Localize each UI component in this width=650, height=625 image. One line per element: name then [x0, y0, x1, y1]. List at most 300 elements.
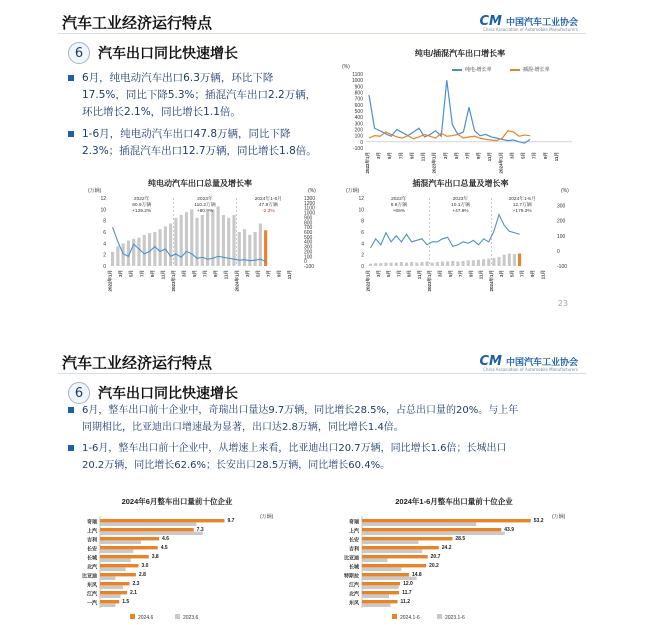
x-tick-label: 7月 [202, 270, 208, 278]
series-line-growth [371, 215, 520, 248]
bar-current [362, 600, 398, 603]
bar-current [362, 555, 428, 558]
annotation-volume: 12.7万辆 [512, 203, 532, 208]
bar-volume [248, 235, 251, 266]
bar-volume [232, 215, 235, 266]
bar-current [362, 573, 409, 576]
y-tick-label: 8 [361, 218, 364, 225]
bar-volume [492, 258, 495, 266]
data-label: 4.6 [162, 536, 169, 543]
bar-volume [148, 233, 151, 266]
chart-title: 插混汽车出口总量及增长率 [412, 179, 509, 188]
bar-volume [201, 215, 204, 266]
annotation-growth: +179.3% [512, 209, 532, 214]
bar-volume [431, 263, 434, 266]
slide-header [58, 348, 586, 374]
bullet-line: 17.5%，同比下降5.3%；插混汽车出口2.2万辆， [82, 89, 317, 101]
bar-previous [362, 523, 476, 526]
bar-previous [362, 577, 417, 580]
x-tick-label: 11月 [223, 270, 229, 280]
x-tick-label: 9月 [468, 270, 474, 278]
bar-volume [462, 261, 465, 266]
bullet-line: 6月，整车出口前十企业中，奇瑞出口量达9.7万辆，同比增长28.5%，占总出口量的20%。与上年 [82, 405, 519, 416]
x-tick-label: 9月 [149, 270, 155, 278]
x-tick-label: 5月 [387, 152, 393, 160]
x-tick-label: 2023年1月 [427, 270, 433, 292]
y2-tick-label: -100 [304, 264, 315, 270]
bar-volume [190, 209, 193, 266]
legend-label: 2023.1-6 [445, 615, 465, 621]
chart-title: 2024年1-6月整车出口量前十位企业 [395, 497, 513, 506]
y-tick-label: 8 [103, 218, 106, 225]
category-label: 比亚迪 [343, 555, 359, 562]
chart-title: 2024年6月整车出口量前十位企业 [121, 497, 233, 506]
x-tick-label: 11月 [420, 152, 426, 162]
section-heading [68, 42, 238, 64]
x-tick-label: 3月 [442, 152, 448, 160]
y-tick-label: 900 [354, 84, 363, 91]
data-label: 14.8 [411, 572, 422, 579]
y2-tick-label: 100 [557, 233, 566, 240]
bar-current [100, 564, 139, 567]
slide-header [58, 8, 586, 34]
x-tick-label: 7月 [458, 270, 464, 278]
legend-label: 2024.6 [138, 615, 154, 621]
bar-current [362, 546, 439, 549]
bar-volume [415, 263, 418, 266]
x-tick-label: 5月 [255, 270, 261, 278]
y2-tick-label: 1300 [304, 196, 316, 202]
axis-unit-label-right: (%) [308, 188, 316, 194]
annotation-growth: +47.8% [452, 209, 469, 214]
annotation-volume: 60.9万辆 [132, 203, 152, 208]
annotation-volume: 6.8万辆 [390, 203, 407, 208]
chart-phev-export [338, 178, 583, 303]
bar-current [100, 573, 136, 576]
section-heading [68, 382, 238, 404]
category-label: 东风 [348, 600, 359, 607]
chart-growth-rate-plot [340, 44, 580, 174]
bar-current [100, 528, 194, 531]
x-tick-label: 7月 [398, 152, 404, 160]
data-label: 53.2 [533, 518, 544, 525]
section-title: 汽车出口同比快速增长 [98, 46, 238, 62]
category-label: 江汽 [348, 582, 359, 589]
x-tick-label: 5月 [128, 270, 134, 278]
x-tick-label: 11月 [160, 270, 166, 280]
y2-tick-label: 200 [304, 249, 313, 256]
y-tick-label: 500 [354, 109, 363, 115]
caam-logo-text: 中国汽车工业协会 [505, 358, 578, 368]
y2-tick-label: 300 [304, 244, 313, 251]
y-tick-label: 12 [100, 196, 106, 202]
bullet-line: 同期相比，比亚迪出口增速最为显著，出口达2.8万辆，同比增长1.4倍。 [82, 422, 404, 433]
data-label: 11.7 [402, 590, 412, 597]
bar-volume [153, 232, 156, 266]
bullet-ev-june [68, 70, 368, 121]
axis-unit-label: (%) [342, 64, 350, 70]
annotation-growth: +65% [392, 209, 406, 214]
x-tick-label: 11月 [487, 152, 493, 162]
y-tick-label: 700 [354, 96, 363, 103]
x-tick-label: 9月 [213, 270, 219, 278]
category-label: 奇瑞 [86, 519, 97, 526]
bar-current [100, 519, 224, 522]
x-tick-label: 3月 [499, 270, 505, 278]
chart-title: 纯电动汽车出口总量及增长率 [148, 179, 252, 188]
bar-previous [100, 568, 126, 571]
y2-tick-label: 300 [557, 203, 566, 210]
section-number: 6 [68, 42, 90, 64]
chart-h1-top10 [326, 494, 584, 622]
bar-volume [159, 229, 162, 266]
category-label: 一汽 [86, 600, 97, 607]
bar-current [100, 582, 130, 585]
legend-label: 纯电-增长率 [465, 67, 492, 73]
y-tick-label: 1100 [352, 72, 363, 78]
axis-unit-label-left: (万辆) [346, 188, 360, 194]
section-number: 6 [68, 382, 90, 404]
category-label: 比亚迪 [81, 573, 97, 580]
bullet-line: 环比增长2.1%，同比增长1.1倍。 [82, 106, 241, 118]
bullet-square-icon [68, 75, 74, 81]
bar-volume [426, 261, 429, 266]
y-tick-label: 200 [354, 127, 363, 134]
y2-tick-label: 1100 [304, 205, 315, 212]
x-tick-label: 3月 [244, 270, 250, 278]
y-tick-label: 4 [103, 241, 106, 248]
bar-volume [420, 262, 423, 266]
x-tick-label: 7月 [465, 152, 470, 160]
chart-title: 纯电/插混汽车出口增长率 [414, 49, 506, 58]
bullet-square-icon [68, 407, 74, 413]
annotation-label: 2023年 [452, 197, 469, 202]
x-tick-label: 11月 [478, 270, 484, 280]
bar-volume [111, 252, 114, 266]
bar-volume [400, 262, 403, 266]
y-tick-label: 6 [103, 230, 106, 236]
annotation-volume: 10.1万辆 [451, 203, 470, 208]
chart-ev-plot [70, 178, 330, 303]
x-tick-label: 11月 [553, 152, 559, 162]
y2-tick-label: 500 [304, 234, 313, 241]
x-tick-label: 5月 [447, 270, 453, 278]
bullet-june-top10 [68, 402, 583, 436]
data-label: 24.2 [441, 545, 452, 552]
axis-unit-label-left: (万辆) [88, 188, 102, 194]
data-label: 20.7 [430, 554, 441, 561]
category-label: 长城 [348, 564, 359, 571]
y-tick-label: 0 [361, 264, 364, 270]
x-tick-label: 7月 [139, 270, 145, 278]
x-tick-label: 3月 [375, 270, 381, 278]
category-label: 江汽 [86, 591, 97, 598]
y-tick-label: 0 [360, 139, 363, 146]
bullet-line: 2.3%；插混汽车出口12.7万辆，同比增长1.8倍。 [82, 145, 317, 157]
y2-tick-label: 800 [304, 220, 313, 227]
y-tick-label: 10 [100, 207, 106, 214]
y2-tick-label: 900 [304, 215, 313, 222]
y-tick-label: 1000 [351, 78, 363, 85]
bar-volume [254, 232, 257, 266]
annotation-label: 2024年1-6月 [508, 197, 536, 202]
bullet-ev-h1 [68, 126, 368, 160]
legend-swatch-current [392, 614, 397, 619]
bar-current [100, 555, 149, 558]
x-tick-label: 9月 [476, 152, 482, 160]
bar-current [362, 528, 501, 531]
legend-label: 插混-增长率 [523, 67, 550, 73]
bullet-line: 1-6月，纯电动汽车出口47.8万辆，同比下降 [82, 128, 291, 140]
x-tick-label: 2022年1月 [365, 270, 371, 292]
bar-current [362, 564, 426, 567]
y2-tick-label: 400 [304, 239, 313, 246]
y2-tick-label: 0 [557, 248, 560, 255]
y-tick-label: 12 [358, 196, 364, 202]
bar-volume [143, 235, 146, 266]
caam-logo-icon: CM [479, 354, 502, 369]
bar-volume [503, 255, 506, 266]
x-tick-label: 3月 [437, 270, 443, 278]
data-label: 9.7 [227, 518, 235, 525]
bar-previous [362, 595, 389, 598]
y2-tick-label: 1200 [304, 200, 316, 207]
page-number: 23 [557, 299, 568, 308]
y2-tick-label: -100 [557, 264, 568, 270]
bar-previous [362, 541, 418, 544]
bar-previous [100, 541, 141, 544]
caam-logo [479, 354, 579, 372]
bar-volume [164, 226, 167, 266]
x-tick-label: 5月 [192, 270, 198, 278]
x-tick-label: 2024年1月 [488, 270, 494, 292]
category-label: 北汽 [348, 591, 359, 598]
x-tick-label: 11月 [540, 270, 546, 280]
bar-volume [390, 263, 393, 266]
bar-current [362, 591, 399, 594]
bar-volume [446, 261, 449, 266]
bar-volume [379, 263, 382, 266]
x-tick-label: 2022年1月 [365, 152, 370, 174]
bar-previous [100, 577, 115, 580]
axis-unit-label: (万辆) [260, 514, 274, 520]
x-tick-label: 2023年1月 [431, 152, 437, 174]
x-tick-label: 2024年1月 [234, 270, 240, 292]
bar-volume [482, 259, 485, 266]
y-tick-label: 4 [361, 241, 364, 248]
chart-phev-plot [338, 178, 583, 303]
category-label: 北汽 [86, 564, 97, 571]
annotation-growth: -2.3% [262, 209, 275, 214]
bar-volume [513, 254, 516, 266]
y2-tick-label: 600 [304, 230, 313, 236]
annotation-label: 2022年 [391, 197, 407, 202]
y2-tick-label: 200 [557, 218, 566, 225]
annotation-label: 2024年1-6月 [254, 197, 282, 202]
x-tick-label: 7月 [531, 152, 537, 160]
y-tick-label: 6 [361, 230, 364, 236]
x-tick-label: 9月 [276, 270, 282, 278]
chart-june-top10 [64, 494, 319, 622]
bar-previous [100, 586, 123, 589]
y2-tick-label: 1000 [304, 210, 316, 217]
annotation-growth: +80.9% [196, 209, 214, 214]
bar-previous [100, 523, 196, 526]
chart-june-top10-plot [64, 494, 319, 622]
bar-volume [518, 254, 521, 266]
bar-current [100, 546, 158, 549]
annotation-volume: 47.8万辆 [258, 203, 278, 208]
x-tick-label: 3月 [376, 152, 382, 160]
y-tick-label: 400 [354, 115, 363, 122]
annotation-label: 2023年 [197, 197, 213, 202]
data-label: 4.5 [160, 545, 168, 552]
category-label: 特斯拉 [343, 573, 359, 580]
header-title: 汽车工业经济运行特点 [62, 14, 213, 32]
bullet-line: 6月，纯电动汽车出口6.3万辆，环比下降 [82, 72, 274, 84]
annotation-volume: 110.2万辆 [194, 203, 216, 208]
y-tick-label: 2 [361, 252, 364, 259]
bar-volume [116, 246, 119, 266]
bar-volume [487, 259, 490, 266]
bar-volume [395, 263, 398, 266]
x-tick-label: 5月 [509, 270, 515, 278]
bar-current [100, 600, 119, 603]
series-line-growth [113, 227, 266, 261]
y2-tick-label: 700 [304, 225, 313, 232]
y-tick-label: 2 [103, 252, 106, 259]
data-label: 12.0 [403, 581, 413, 588]
bar-volume [477, 260, 480, 266]
x-tick-label: 11月 [416, 270, 422, 280]
data-label: 20.2 [429, 563, 439, 570]
category-label: 吉利 [86, 537, 97, 544]
bar-current [100, 591, 127, 594]
bar-previous [362, 604, 391, 607]
y2-tick-label: 100 [304, 254, 313, 261]
data-label: 2.8 [138, 572, 146, 579]
category-label: 长安 [348, 537, 359, 544]
bar-volume [384, 263, 387, 266]
caam-logo-icon: CM [479, 14, 502, 29]
bullet-line: 20.2万辆，同比增长62.6%；长安出口28.5万辆，同比增长60.4%。 [82, 460, 391, 471]
bar-previous [100, 604, 115, 607]
bar-current [362, 537, 452, 540]
data-label: 28.5 [455, 536, 466, 543]
category-label: 东风 [86, 582, 97, 589]
legend-swatch-previous [437, 614, 442, 619]
x-tick-label: 2022年1月 [107, 270, 113, 292]
category-label: 奇瑞 [348, 519, 359, 526]
bar-volume [451, 261, 454, 266]
bar-previous [362, 532, 505, 535]
annotation-label: 2022年 [133, 197, 150, 202]
data-label: 11.2 [400, 599, 410, 606]
bar-current [362, 582, 400, 585]
bar-volume [410, 262, 413, 266]
bar-volume [369, 264, 372, 266]
y-tick-label: 300 [354, 121, 363, 128]
caam-logo-subtitle: China Association of Automobile Manufacturers [483, 27, 578, 32]
slide-ev-phev-export [58, 8, 586, 308]
category-label: 长城 [86, 555, 97, 562]
x-tick-label: 7月 [396, 270, 402, 278]
bar-volume [180, 215, 183, 266]
bar-volume [185, 212, 188, 266]
y-tick-label: 800 [354, 90, 363, 97]
bar-volume [132, 239, 135, 266]
data-label: 1.5 [122, 599, 130, 606]
bar-volume [169, 224, 172, 267]
x-tick-label: 7月 [519, 270, 525, 278]
caam-logo-subtitle: China Association of Automobile Manufacturers [483, 367, 578, 372]
bar-previous [362, 568, 401, 571]
bullet-h1-top10 [68, 440, 583, 474]
bar-previous [362, 586, 398, 589]
axis-unit-label: (万辆) [552, 514, 566, 520]
bar-volume [497, 257, 500, 266]
chart-growth-rate [340, 44, 580, 174]
y-tick-label: -100 [352, 146, 363, 152]
data-label: 43.9 [504, 527, 515, 534]
bar-volume [441, 261, 444, 266]
data-label: 2.1 [129, 590, 137, 597]
bar-volume [222, 215, 225, 266]
x-tick-label: 3月 [181, 270, 187, 278]
data-label: 3.0 [141, 563, 149, 570]
bullet-square-icon [68, 445, 74, 451]
chart-ev-export [70, 178, 330, 303]
y-tick-label: 100 [354, 133, 363, 140]
x-tick-label: 7月 [265, 270, 271, 278]
bar-current [100, 537, 159, 540]
x-tick-label: 9月 [529, 270, 535, 278]
bar-volume [456, 261, 459, 266]
bar-volume [436, 262, 439, 266]
bullet-line: 1-6月，整车出口前十企业中，从增速上来看，比亚迪出口20.7万辆，同比增长1.6倍；长城出口 [82, 443, 507, 454]
x-tick-label: 2024年1月 [498, 152, 504, 174]
slide-top-exporters [58, 348, 586, 625]
bar-previous [362, 559, 387, 562]
y-tick-label: 0 [103, 264, 106, 270]
caam-logo-text: 中国汽车工业协会 [505, 18, 578, 28]
x-tick-label: 3月 [118, 270, 124, 278]
bar-previous [362, 550, 422, 553]
bar-previous [100, 559, 131, 562]
data-label: 7.3 [196, 527, 204, 534]
category-label: 吉利 [348, 546, 359, 553]
x-tick-label: 11月 [287, 270, 293, 280]
x-tick-label: 5月 [453, 152, 459, 160]
annotation-growth: +129.2% [132, 209, 152, 214]
bar-current [362, 519, 531, 522]
x-tick-label: 2023年1月 [170, 270, 176, 292]
bar-volume [467, 260, 470, 266]
legend-label: 2024.1-6 [400, 615, 420, 621]
bar-volume [206, 212, 209, 266]
bar-volume [405, 263, 408, 266]
x-tick-label: 3月 [509, 152, 515, 160]
legend-swatch-previous [175, 614, 180, 619]
y-tick-label: 10 [358, 207, 364, 214]
chart-h1-top10-plot [326, 494, 584, 622]
x-tick-label: 5月 [386, 270, 392, 278]
legend-swatch-current [130, 614, 135, 619]
category-label: 上汽 [348, 528, 359, 535]
axis-unit-label-right: (%) [561, 188, 569, 194]
bar-volume [238, 232, 241, 266]
caam-logo [479, 14, 579, 32]
